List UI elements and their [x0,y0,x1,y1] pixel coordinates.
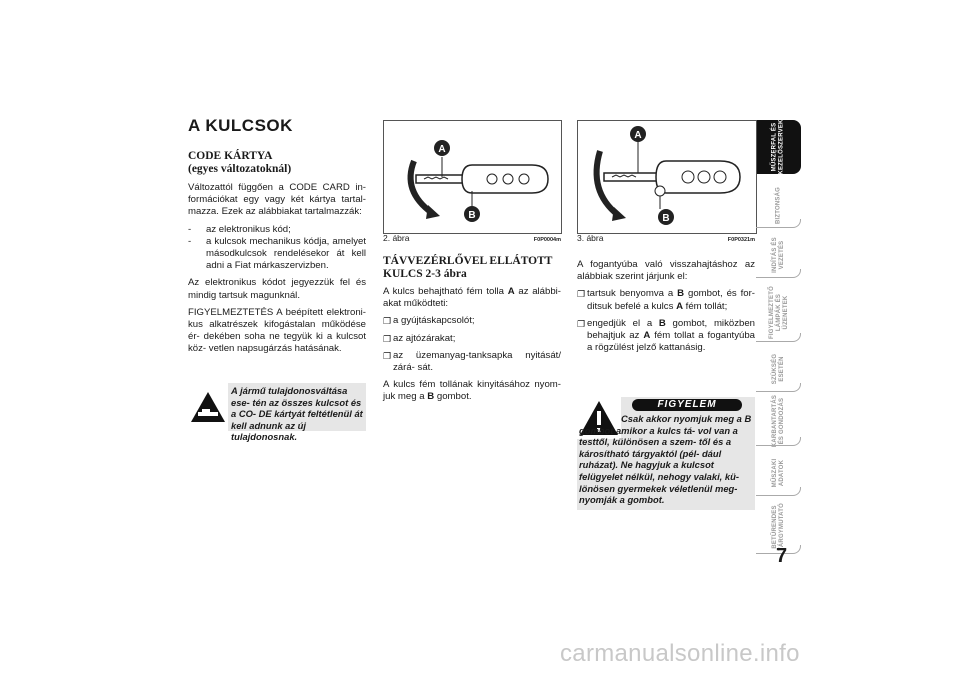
caption-label: 3. ábra [577,233,604,243]
list-item-text: az elektronikus kód; [206,223,291,235]
tab-starting-driving[interactable]: INDÍTÁS ÉS VEZETÉS [757,232,801,278]
checkbox-icon: ❐ [577,318,586,329]
heading-line: CODE KÁRTYA [188,150,273,162]
list-marker: - [188,235,192,247]
checkbox-icon: ❐ [383,333,392,344]
code-card-section [188,150,366,361]
figure-2 [383,120,562,234]
list-item [188,236,366,273]
list-item-text: tartsuk benyomva a B gombot, és for- ditsuk befelé a kulcs A fém tollát; [587,288,756,312]
label-b: B [662,213,670,224]
paragraph: A fogantyúba való visszahajtáshoz az alábbiak szerint járjunk el: [577,259,755,283]
label-a: A [438,144,446,155]
list-item [383,333,561,345]
tab-safety[interactable]: BIZTONSÁG [757,182,801,228]
paragraph: Az elektronikus kódot jegyezzük fel és mindig tartsuk magunknál. [188,277,366,301]
heading-line: (egyes változatoknál) [188,163,292,175]
warning-text: Csak akkor nyomjuk meg a B gombot amikor a kulcs tá- vol van a testtől, különösen a szem- től és a károsítható tárgyaktól (pél- dául ruházat). Ne hagyjuk a kulcsot felügyelet nélkül, nehogy valaki, kü- lönösen gyermekek véletlenül meg- nyomják a gombot. [579,413,752,506]
checkbox-icon: ❐ [383,316,392,327]
list-item [383,315,561,327]
note-box [188,383,366,443]
page-title: A KULCSOK [188,116,293,135]
heading-line: KULCS 2-3 ábra [383,268,467,280]
label-a: A [634,130,642,141]
list-item [188,224,366,236]
figure-code: F0P0321m [727,237,755,243]
paragraph: A kulcs behajtható fém tolla A az alábbi- akat működteti: [383,286,561,310]
list-item-text: az ajtózárakat; [393,332,456,344]
warning-paragraph: FIGYELMEZTETÉS A beépített elektroni- kus alkatrészek kifogástalan működése ér- dekében soha ne tegyük ki a kulcsot köz- vetlen napsugárzás hatásának. [188,306,366,355]
list-item-text: az üzemanyag-tanksapka nyitását/ zárá- sát. [393,349,561,374]
figure-3 [577,120,757,234]
list-item [577,288,755,312]
warning-title: FIGYELEM [632,399,742,411]
list-item-text: a gyújtáskapcsolót; [393,315,475,327]
list-item [383,350,561,374]
tab-dashboard-controls[interactable]: MŰSZERFAL ÉS KEZELŐSZERVEK [757,120,801,174]
warning-box [577,397,755,510]
checkbox-icon: ❐ [577,289,586,300]
remote-key-illustration [384,121,561,233]
list-marker: - [188,223,192,235]
tab-maintenance[interactable]: KARBANTARTÁS ÉS GONDOZÁS [757,396,801,446]
heading-line: TÁVVEZÉRLŐVEL ELLÁTOTT [383,255,553,267]
owner-change-icon [190,391,226,423]
note-text: A jármű tulajdonosváltása ese- tén az összes kulcsot és a CO- DE kártyát feltétlenül át kell adnunk az új tulajdonosnak. [231,385,363,443]
remote-key-section [383,255,561,409]
code-card-intro: Változattól függően a CODE CARD in- formációkat egy vagy két kártya tartal- mazza. Ezek az alábbiakat tartalmazzák: [188,182,366,218]
code-card-heading [188,150,366,176]
tab-warning-lights[interactable]: FIGYELMEZTETŐ LÁMPÁK ÉS ÜZENETEK [757,282,801,342]
figure-3-caption [577,233,755,243]
list-item-text: a kulcsok mechanikus kódja, amelyet másodkulcsok rendelésekor át kell adni a Fiat márkaszervizben. [206,235,366,272]
remote-key-folding-illustration [578,121,756,233]
page-number: 7 [776,545,788,567]
list-item [577,318,755,355]
list-item-text: engedjük el a B gombot, miközben behajtjuk az A fém tollat a fogantyúba a rögzülést jelző kattanásig. [587,317,755,354]
folding-instructions [577,259,755,359]
figure-2-caption [383,233,561,243]
checkbox-icon: ❐ [383,350,392,361]
tab-index[interactable]: BETŰRENDES TÁRGYMUTATÓ [757,500,801,554]
caption-label: 2. ábra [383,233,410,243]
label-b: B [468,210,476,221]
remote-key-heading [383,255,561,281]
watermark: carmanualsonline.info [560,640,800,667]
figure-code: F0P0004m [533,237,561,243]
paragraph: A kulcs fém tollának kinyitásához nyom- juk meg a B gombot. [383,379,561,403]
tab-technical-data[interactable]: MŰSZAKI ADATOK [757,450,801,496]
tab-emergency[interactable]: SZÜKSÉG ESETÉN [757,346,801,392]
